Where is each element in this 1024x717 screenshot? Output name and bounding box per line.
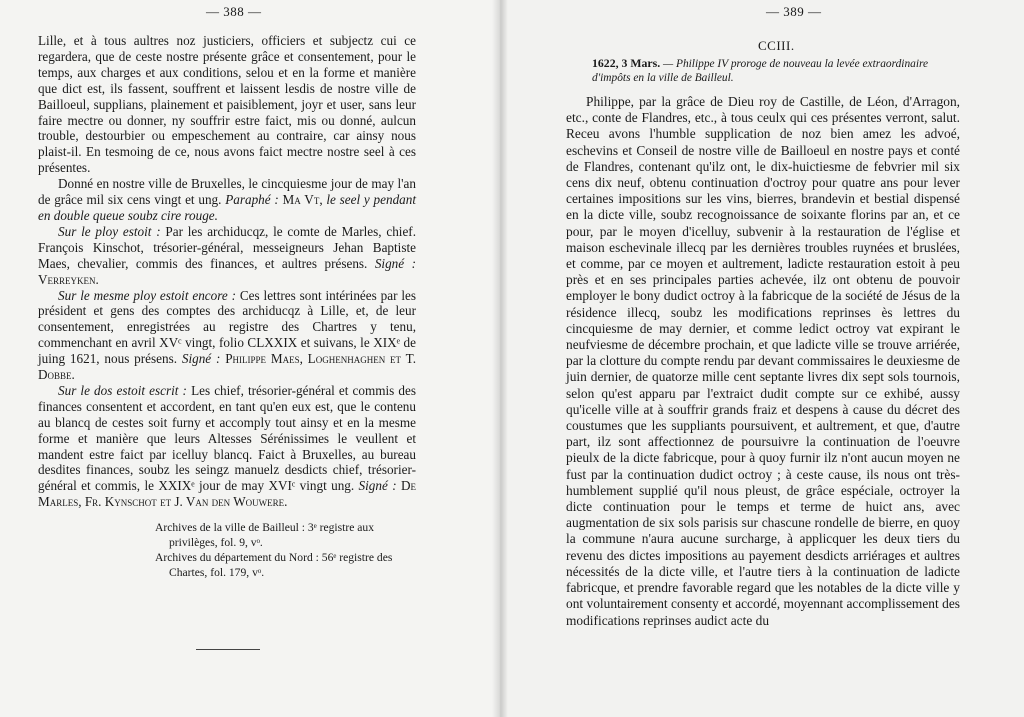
paraphe-name: Ma Vt, <box>282 192 323 208</box>
dos-label: Sur le dos estoit escrit : <box>58 382 187 398</box>
heading-date: 1622, 3 Mars. <box>592 56 661 70</box>
paragraph-given <box>38 176 416 224</box>
paragraph-ploy <box>38 224 416 288</box>
paraphe-label: Paraphé : <box>225 192 279 208</box>
dos-signed-label: Signé : <box>358 478 397 494</box>
ploy-signed-name: Verreyken. <box>38 271 99 287</box>
book-gutter <box>492 0 508 717</box>
ploy2-signed-names: Philippe Maes, Loghenhaghen et T. Dobbe. <box>38 351 417 383</box>
given-text: Donné en nostre ville de Bruxelles, le cincquiesme jour de may l'an de grâce mil six cens vingt et ung. <box>38 176 416 208</box>
end-rule <box>196 649 260 650</box>
archive-reference-1: Archives de la ville de Bailleul : 3ᵉ registre aux privilèges, fol. 9, vᵒ. <box>155 521 374 550</box>
left-page-body <box>38 33 416 580</box>
ploy-label: Sur le ploy estoit : <box>58 223 161 239</box>
paragraph-continuation: Lille, et à tous aultres noz justiciers, officiers et subjectz cui ce regardera, que de ceste nostre présente grâce et consentement, pour le temps, aux charges et aux conditions, selou et en la forme et manière que dict est, ils fassent, souffrent et laissent lesdis de nostre ville de Bailloeul, supplians, plainement et paisiblement, joyr et user, sans leur faire mectre ou donner, ny souffrir estre faict, mis ou donné, aulcun trouble, destourbier ou empeschement au contraire, car ainsy nous plaist-il. En tesmoing de ce, nous avons faict mectre nostre seel à ces présentes. <box>38 33 416 176</box>
archive-reference-2: Archives du département du Nord : 56ᵉ registre des Chartes, fol. 179, vᵒ. <box>155 551 393 580</box>
seal-note: le seel y pendant en double queue soubz cire rouge. <box>38 192 417 223</box>
right-page <box>500 0 1024 717</box>
page-number-right: — 389 — <box>766 4 822 19</box>
paragraph-dos <box>38 383 416 510</box>
document-number: CCIII. <box>758 38 795 53</box>
paragraph-ploy-2 <box>38 288 416 383</box>
heading-summary: — Philippe IV proroge de nouveau la levée extraordinaire d'impôts en la ville de Bailleul. <box>592 58 929 84</box>
ploy2-text: Ces lettres sont intérinées par les président et gens des comptes des archiducqz à Lille, et, de leur consentement, enregistrées au registre des Chartres y tenu, commenchant en avril XVᶜ vingt, folio CLXXIX et suivans, le XIXᵉ de juing 1621, nous présens. <box>38 287 416 367</box>
right-page-body <box>566 94 960 629</box>
dos-signed-names: De Marles, Fr. Kynschot et J. Van den Wouwere. <box>38 478 416 510</box>
ploy-signed-label: Signé : <box>374 255 416 271</box>
dos-text: Les chief, trésorier-général et commis des finances consentent et accordent, en tant qu'en eux est, que le contenu au blancq de cestes soit furny et accomply tout ainsy et en la mesme forme et manière que leurs Altesses Sérénissimes le veullent et mandent estre faict par icelluy blancq. Faict à Bruxelles, au bureau desdites finances, soubz les seingz manuelz desdicts chief, trésorier-général et commis, le XXIXᵉ jour de may XVIᶜ vingt ung. <box>38 382 417 494</box>
page-number-left: — 388 — <box>206 4 262 19</box>
archive-references <box>38 520 416 580</box>
document-heading <box>592 56 962 85</box>
ploy2-label: Sur le mesme ploy estoit encore : <box>58 287 237 303</box>
charter-text: Philippe, par la grâce de Dieu roy de Castille, de Léon, d'Arragon, etc., conte de Flandres, etc., à tous ceulx qui ces présentes verront, salut. Receu avons l'humble supplication de noz bien amez les advoé, eschevins et Conseil de nostre ville de Bailloeul en nostre pays et conté de Flandres, contenant qu'ilz ont, le dix-huictiesme de febvrier mil six cens dix neuf, obtenu continuation d'octroy pour quatre ans pour lever certaines impositions sur les vins, bierres, brandevin et bestial dispensé en la dicte ville, soubz recognoissance de soixante florins par an, et ce pour, par le moyen d'icelluy, subvenir à la restauration de l'église et maison eschevinale illecq par les dernières troubles ruynées et bruslées, et comme, par ce moyen et aultrement, ladicte restauration estoit à peu près et en ses principales parties achevée, ilz ont obtenu de pouvoir employer le bony dudict octroy à la fabricque de la société de Jésus de la résidence illecq, soubz les modifications reprinses ès lettres du cincquiesme de may dernier, et comme ledict octroy vat expirant le neufviesme de décembre prochain, et que ladicte ville se trouve arriérée, par la clotture du compte rendu par devant commissaires le deuxiesme de juin dernier, de quatorze mille cent septante livres dix sept sols tournois, selon qu'est apparu par l'extraict dudit compte sur ce exhibé, aussy qu'icelle ville at à souffrir grands fraiz et despens à cause du décret des coustumes que les suppliants poursuivent, et aultrement, et que, d'autre part, ilz sont affectionnez de poursuivre la continuation de l'oeuvre pieulx de la dicte fabricque, pour à quoy furnir ilz n'ont aucun moyen ne fust par la continuation dudict octroy ; à ceste cause, ils nous ont très-humblement supplié qu'il nous pleust, de grâce espéciale, octroyer la dicte continuation pour le temps et terme de huict ans, avec augmentation de six sols parisis sur chascune rondelle de bierre, en quoy la commune n'aura aucune surcharge, à applicquer les deux tiers du revenu des dictes impositions au payement desdicts arriérages et aultres nécessités de la dicte ville, et l'autre tiers à la continuation de ladicte fabricque, et prendre favorable regard que les notables de la dicte ville y ont voluntairement consenty et accordé, moyennant accomplissement des modifications reprinses audict acte du <box>566 94 960 628</box>
ploy2-signed-label: Signé : <box>181 351 221 367</box>
ploy-text: Par les archiducqz, le comte de Marles, chief. François Kinschot, trésorier-général, messeigneurs Jehan Baptiste Maes, chevalier, commis des finances, et aultres présens. <box>38 223 416 271</box>
left-page <box>0 0 500 717</box>
